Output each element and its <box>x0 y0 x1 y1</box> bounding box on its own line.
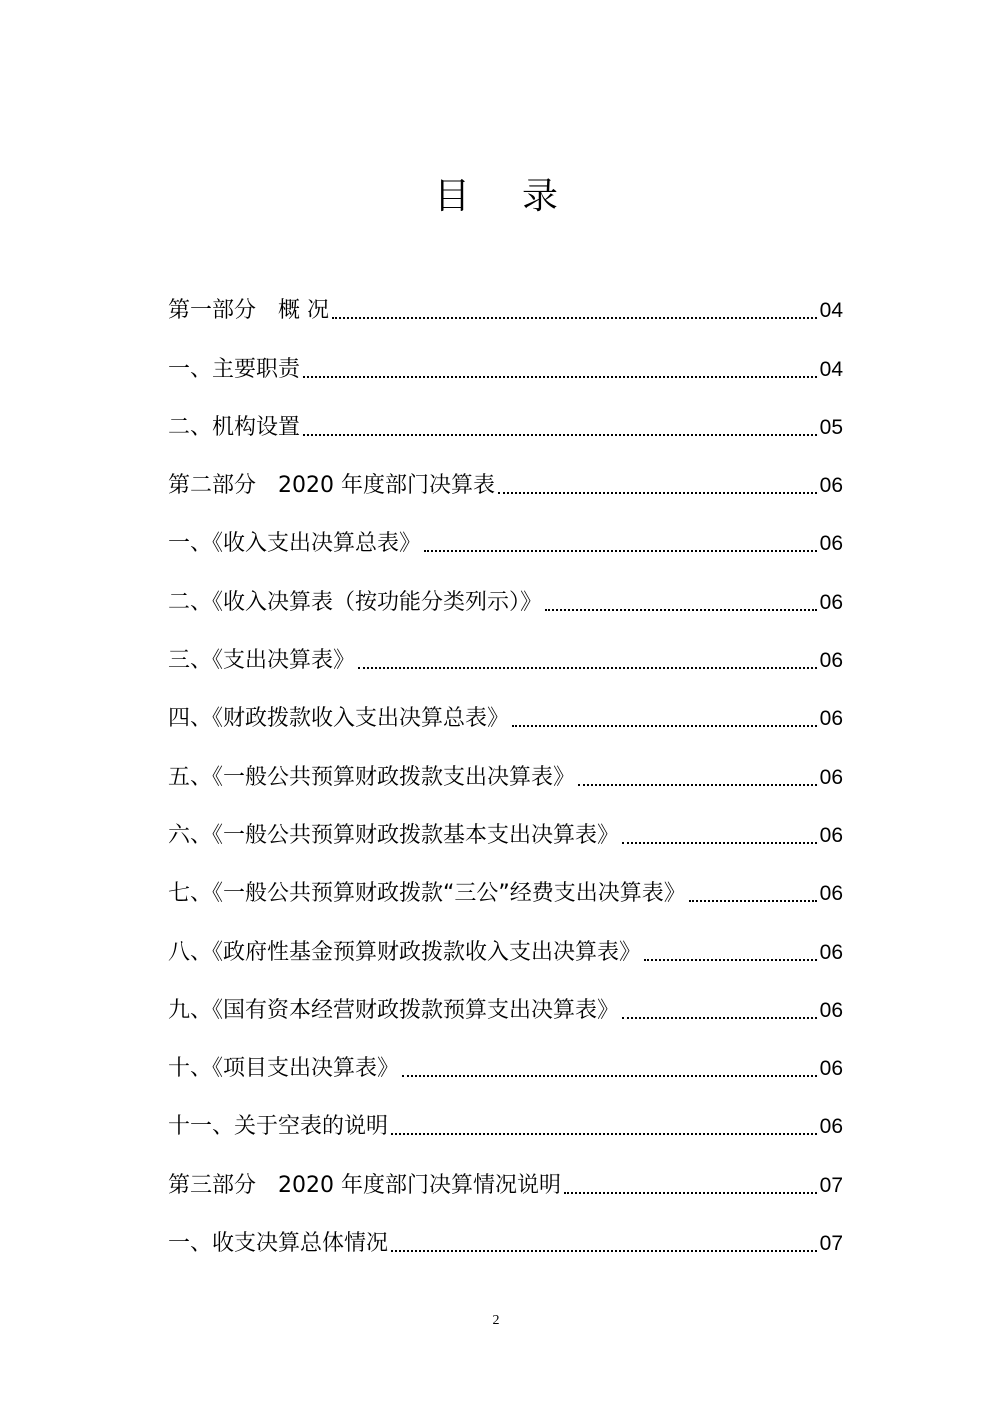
toc-entry-page: 04 <box>819 357 843 381</box>
toc-entry-label: 四、《财政拨款收入支出决算总表》 <box>168 706 510 732</box>
toc-entry[interactable] <box>168 1215 843 1273</box>
toc-leader-dots <box>578 784 817 786</box>
toc-entry-label: 第二部分 2020 年度部门决算表 <box>168 473 495 499</box>
toc-entry[interactable] <box>168 690 843 748</box>
toc-entry-label: 六、《一般公共预算财政拨款基本支出决算表》 <box>168 822 620 848</box>
toc-entry[interactable] <box>168 1040 843 1098</box>
page-number: 2 <box>492 1313 500 1328</box>
toc-leader-dots <box>402 1075 817 1077</box>
toc-leader-dots <box>512 725 817 727</box>
toc-entry-label: 七、《一般公共预算财政拨款“三公”经费支出决算表》 <box>168 881 686 907</box>
toc-entry-page: 05 <box>819 415 843 439</box>
toc-entry[interactable] <box>168 748 843 806</box>
toc-entry[interactable] <box>168 457 843 515</box>
toc-entry-label: 一、《收入支出决算总表》 <box>168 531 422 557</box>
toc-entry[interactable] <box>168 632 843 690</box>
toc-entry[interactable] <box>168 573 843 631</box>
toc-entry-page: 06 <box>819 474 843 498</box>
toc-entry-label: 十一、关于空表的说明 <box>168 1114 389 1140</box>
toc-entry-page: 04 <box>819 299 843 323</box>
toc-leader-dots <box>332 317 817 319</box>
toc-entry-page: 06 <box>819 940 843 964</box>
toc-entry-label: 第一部分 概 况 <box>168 298 329 324</box>
toc-entry-label: 五、《一般公共预算财政拨款支出决算表》 <box>168 764 576 790</box>
toc-entry[interactable] <box>168 1156 843 1214</box>
toc-entry-page: 06 <box>819 1057 843 1081</box>
toc-entry[interactable] <box>168 515 843 573</box>
toc-leader-dots <box>391 1250 817 1252</box>
toc-entry-label: 一、收支决算总体情况 <box>168 1231 389 1257</box>
page-title: 目录 <box>433 176 610 217</box>
toc-leader-dots <box>689 900 817 902</box>
toc-entry-label: 一、主要职责 <box>168 356 301 382</box>
toc-leader-dots <box>622 842 817 844</box>
toc-leader-dots <box>303 376 817 378</box>
toc-entry[interactable] <box>168 340 843 398</box>
toc-entry-page: 06 <box>819 1115 843 1139</box>
toc-entry-label: 十、《项目支出决算表》 <box>168 1056 400 1082</box>
toc-entry[interactable] <box>168 865 843 923</box>
toc-entry-page: 06 <box>819 765 843 789</box>
toc-entry-label: 第三部分 2020 年度部门决算情况说明 <box>168 1172 561 1198</box>
toc-leader-dots <box>391 1133 817 1135</box>
toc-leader-dots <box>564 1192 817 1194</box>
toc-entry-label: 二、机构设置 <box>168 414 301 440</box>
toc-entry-label: 八、《政府性基金预算财政拨款收入支出决算表》 <box>168 939 642 965</box>
toc-entry[interactable] <box>168 982 843 1040</box>
toc-entry-page: 07 <box>819 1173 843 1197</box>
toc-entry-label: 二、《收入决算表（按功能分类列示）》 <box>168 589 543 615</box>
toc-entry-page: 06 <box>819 823 843 847</box>
toc-entry-label: 九、《国有资本经营财政拨款预算支出决算表》 <box>168 997 620 1023</box>
toc-entry-page: 06 <box>819 649 843 673</box>
toc-entry-page: 06 <box>819 590 843 614</box>
toc-entry-page: 06 <box>819 882 843 906</box>
toc-entry[interactable] <box>168 807 843 865</box>
toc-leader-dots <box>498 492 817 494</box>
toc-entry[interactable] <box>168 282 843 340</box>
toc-leader-dots <box>358 667 817 669</box>
toc-entry[interactable] <box>168 923 843 981</box>
toc-entry[interactable] <box>168 1098 843 1156</box>
toc-leader-dots <box>303 434 817 436</box>
table-of-contents <box>168 282 843 1273</box>
toc-leader-dots <box>644 959 817 961</box>
toc-entry-page: 06 <box>819 998 843 1022</box>
toc-entry-label: 三、《支出决算表》 <box>168 648 356 674</box>
toc-leader-dots <box>424 550 817 552</box>
toc-entry[interactable] <box>168 399 843 457</box>
toc-entry-page: 06 <box>819 532 843 556</box>
toc-entry-page: 07 <box>819 1232 843 1256</box>
toc-leader-dots <box>622 1017 817 1019</box>
toc-leader-dots <box>545 609 817 611</box>
toc-entry-page: 06 <box>819 707 843 731</box>
